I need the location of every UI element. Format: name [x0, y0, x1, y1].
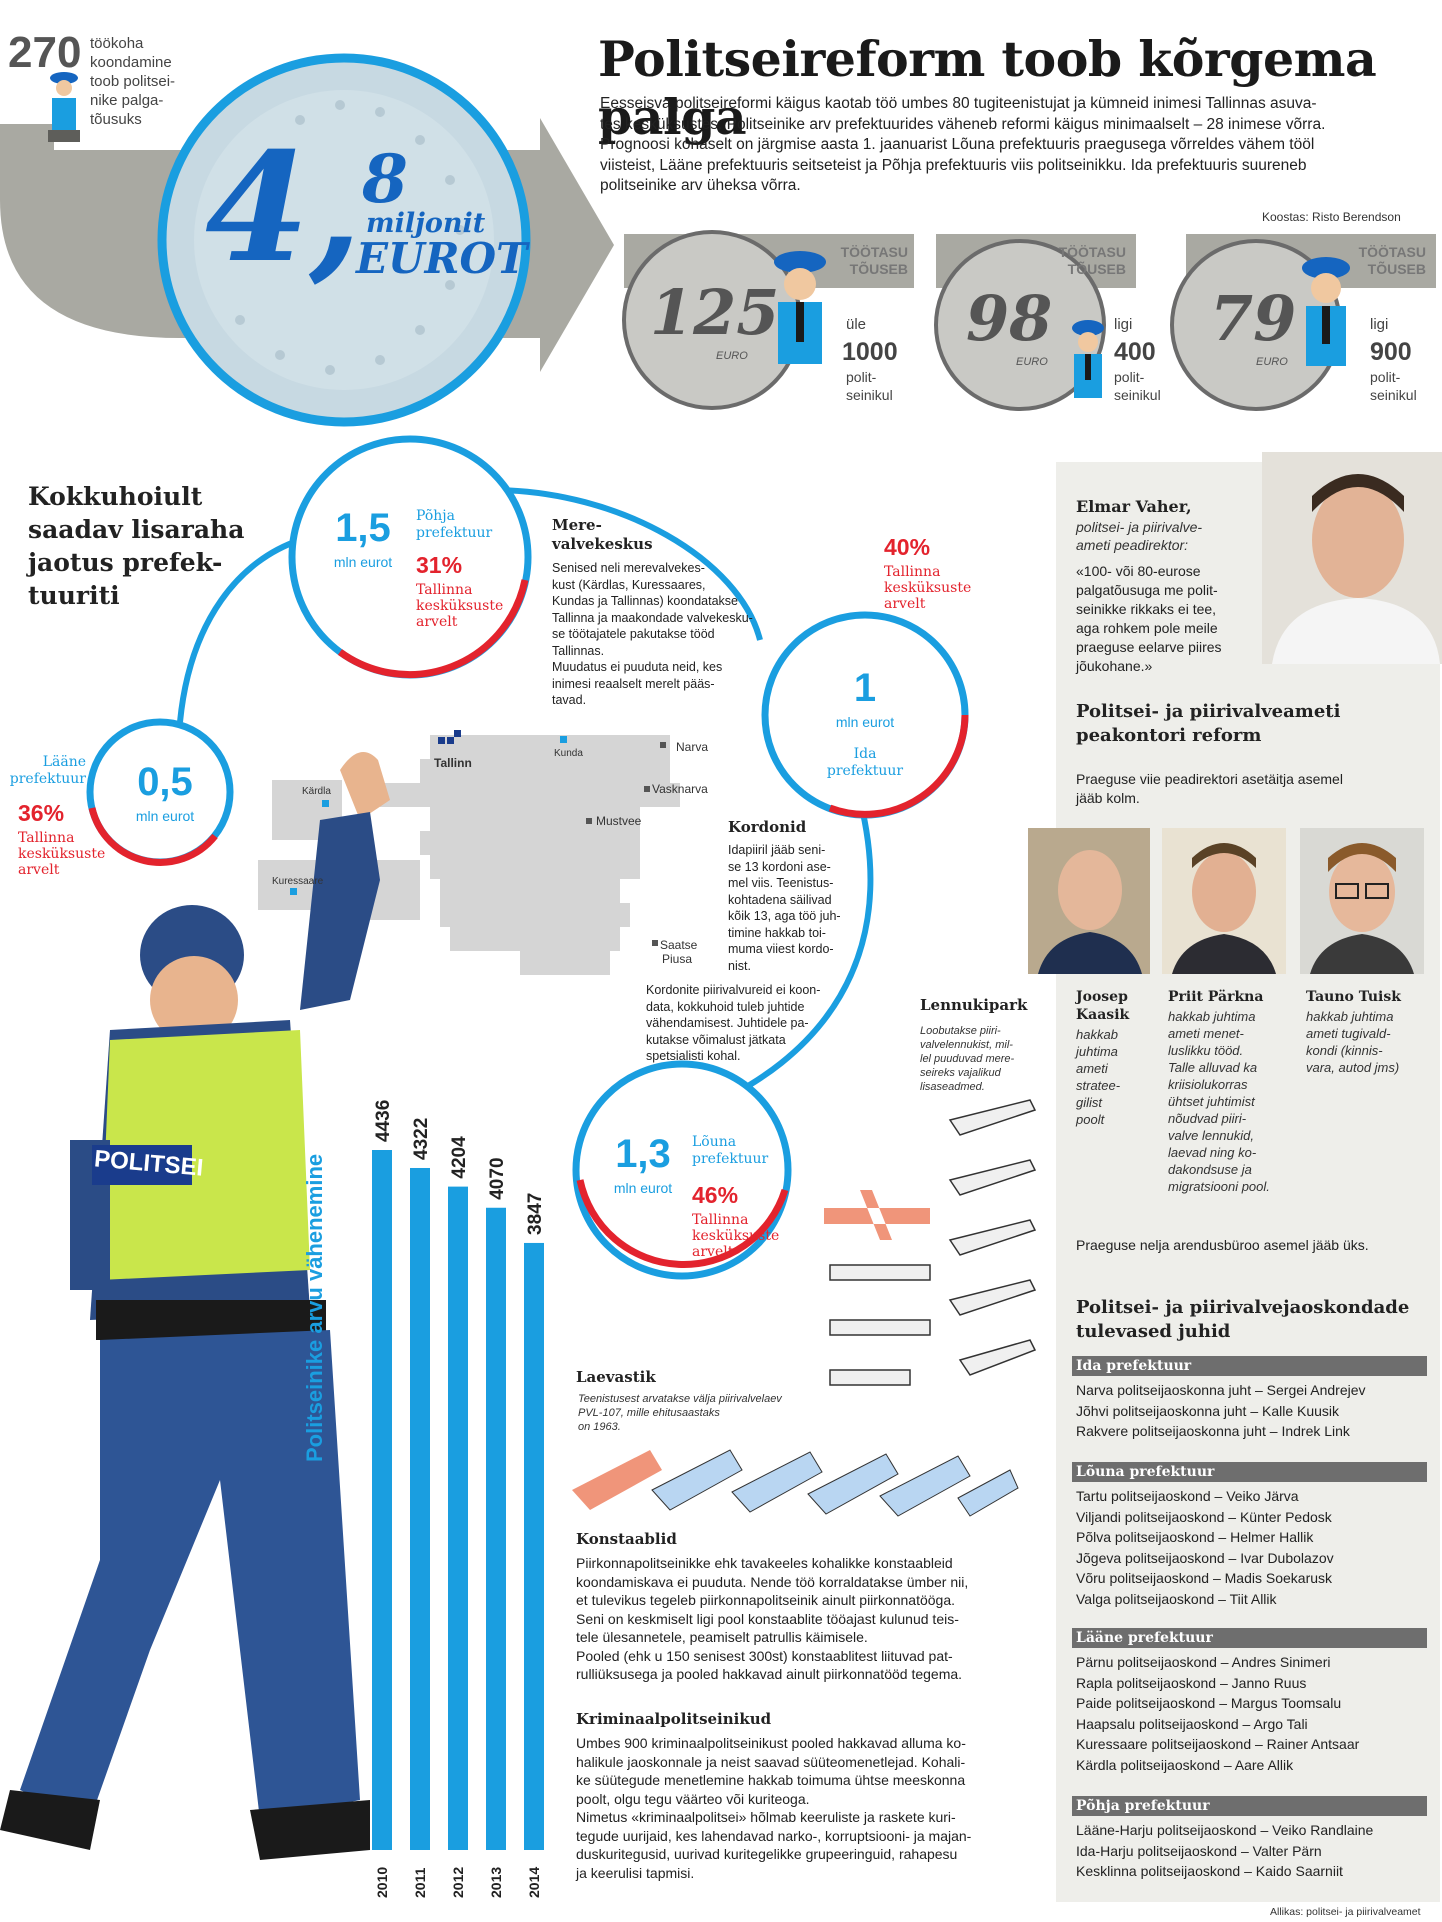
ship-icons	[572, 1450, 1018, 1516]
deputy-role-3: hakkab juhtima ameti tugivald- kondi (kinnis- vara, autod jms)	[1306, 1009, 1400, 1075]
raise-label: TÖÖTASU TÕUSEB	[1058, 244, 1126, 277]
big-stat-unit-line1: miljonit	[366, 208, 486, 239]
prefecture-header-ida: Ida prefektuur	[1072, 1356, 1427, 1376]
map-town-kuressaare: Kuressaare	[272, 876, 324, 887]
percent-note: Tallinna kesküksuste arvelt	[884, 564, 972, 612]
leader-row: Rakvere politseijaoskonna juht – Indrek Link	[1076, 1423, 1350, 1439]
cordons-body: Idapiiril jääb seni- se 13 kordoni ase- mel viis. Teenistus- kohtadena säilivad kõik 13, aga töö juh- timine hakkab toi- muma viiest kordo- nist.	[728, 843, 841, 973]
aircraft-body: Loobutakse piiri- valvelennukist, mil- lel puuduvad mere- seireks vajalikud lisaseadmed.	[920, 1025, 1015, 1093]
deputy-name-1: Joosep Kaasik	[1076, 989, 1130, 1023]
amount-ida: 1	[853, 666, 877, 710]
map-town-piusa: Piusa	[662, 952, 693, 966]
leader-row: Valga politseijaoskond – Tiit Allik	[1076, 1590, 1277, 1607]
bar-year-label: 2012	[450, 1866, 466, 1898]
percent-pohja: 31%	[416, 552, 463, 578]
leader-row: Pärnu politseijaoskond – Andres Sinimeri	[1076, 1654, 1331, 1670]
officers-qualifier: üle	[846, 316, 867, 333]
leader-row: Tartu politseijaoskond – Veiko Järva	[1076, 1488, 1299, 1504]
director-role: politsei- ja piirivalve- ameti peadirektor:	[1076, 519, 1203, 553]
cordons-note: Kordonite piirivalvureid ei koon- data, kokkuhoid tuleb juhtide vähendamisest. Juhtidele pa- kutakse võimalust jätkata spetsialisti kohal.	[646, 983, 821, 1063]
bar-value-label: 3847	[525, 1192, 546, 1235]
prefecture-name: Põhja prefektuur	[416, 508, 493, 541]
bar-chart	[360, 1040, 560, 1910]
deputy-portrait-1	[1028, 828, 1150, 974]
raise-unit: EURO	[716, 350, 748, 362]
bar-2013	[486, 1208, 506, 1850]
cordons-title: Kordonid	[728, 818, 807, 836]
constables-body: Piirkonnapolitseinikke ehk tavakeeles kohalikke konstaableid koondamiskava ei puuduta. Nende töö korraldatakse ümber nii, et tulevikus tegeleb piirkonnapolitseinik ainult piirkonnatööga. Seni on keskmiselt ligi pool konstaablite tööajast kulunud teis- tele ülesannetele, peamiselt patrullis käimisele. Pooled (ehk u 150 senisest 300st) konstaablitest liituvad pat- rulliüksusega ja pooled hakkavad ainult piirkonnatööd tegema.	[576, 1555, 969, 1682]
criminal-police-body: Umbes 900 kriminaalpolitseinikust pooled hakkavad alluma ko- halikule jaoskonnale ja neist saavad süüteomenetlejad. Kohali- ke süütegude menetlemine hakkab toimuma ühtse meeskonna poolt, olgu tegu väärteo või kuriteoga. Nimetus «kriminaalpolitsei» hõlmab keeruliste ja raskete kuri- tegude uurijaid, kes lahendavad narko-, korruptsiooni- ja majan- duskuritegusid, uurivad kuritegelikke grupeeringuid, rahapesu ja keerulisi tapmisi.	[576, 1735, 972, 1881]
bar-value-label: 4322	[411, 1117, 432, 1160]
aircraft-title: Lennukipark	[920, 996, 1028, 1014]
bar-year-label: 2014	[526, 1866, 542, 1898]
big-stat-unit-line2: EUROT	[356, 234, 528, 283]
source-note: Allikas: politsei- ja piirivalveamet	[1270, 1906, 1421, 1918]
leader-row: Viljandi politseijaoskond – Künter Pedosk	[1076, 1508, 1332, 1525]
map-town-vasknarva: Vasknarva	[652, 782, 708, 796]
intro-paragraph: Eesseisva politseireformi käigus kaotab töö umbes 80 tugiteenistujat ja kümneid inimesi Tallinnas asuva- tes kesküksustes. Politseinike arv prefektuurides väheneb reformi käigus minimaalselt – 28 inimese võrra. Prognoosi kohaselt on järgmise aasta 1. jaanuarist Lõuna prefektuuris praegusega võrreldes vähem tööl viisteist, Lääne prefektuuris seitseteist ja Põhja prefektuuris viis politseinikku. Ida prefektuuris suureneb politseinike arv üheksa võrra.	[600, 95, 1326, 194]
ships-title: Laevastik	[576, 1368, 656, 1386]
percent-note: Tallinna kesküksuste arvelt	[692, 1212, 780, 1260]
author-credit: Koostas: Risto Berendson	[1262, 210, 1401, 224]
director-name: Elmar Vaher,	[1076, 497, 1192, 516]
officers-count: 1000	[842, 338, 898, 366]
vest-badge-text: POLITSEI	[93, 1145, 205, 1182]
chart-ylabel: Politseinike arvu vähenemine	[302, 1153, 327, 1462]
top-count-text: töökoha koondamine toob politsei- nike palga- tõusuks	[90, 35, 176, 128]
bar-value-label: 4204	[449, 1136, 470, 1179]
percent-note: Tallinna kesküksuste arvelt	[18, 830, 106, 878]
officers-count: 400	[1114, 338, 1156, 366]
leader-row: Narva politseijaoskonna juht – Sergei Andrejev	[1076, 1382, 1366, 1398]
criminal-police-title: Kriminaalpolitseinikud	[576, 1710, 772, 1728]
amount-louna: 1,3	[615, 1132, 671, 1176]
leader-row: Võru politseijaoskond – Madis Soekarusk	[1076, 1570, 1333, 1586]
reform-text: Praeguse viie peadirektori asetäitja asemel jääb kolm.	[1076, 771, 1343, 806]
percent-laane: 36%	[18, 800, 65, 826]
prefecture-name: Lõuna prefektuur	[692, 1134, 769, 1167]
officers-qualifier: ligi	[1114, 316, 1133, 333]
deputy-portrait-2	[1162, 828, 1286, 974]
officers-qualifier: ligi	[1370, 316, 1389, 333]
bar-2014	[524, 1243, 544, 1850]
policeman-figure	[0, 752, 390, 1860]
map-town-kardla: Kärdla	[302, 786, 331, 797]
reform-heading: Politsei- ja piirivalveameti peakontori reform	[1076, 701, 1341, 746]
distribution-title: Kokkuhoiult saadav lisaraha jaotus prefek- tuuriti	[28, 482, 245, 610]
leader-row: Kesklinna politseijaoskond – Kaido Saarniit	[1076, 1863, 1343, 1879]
map-town-mustvee: Mustvee	[596, 814, 642, 828]
deputy-role-2: hakkab juhtima ameti menet- luslikku tööd. Talle alluvad ka kriisiolukorras ühtset juhtimist nõudvad piiri- valve lennukid, laevad ning ko- dakondsuse ja migratsiooni pool.	[1168, 1009, 1270, 1194]
raise-value: 79	[1210, 282, 1297, 355]
officers-label: polit- seinikul	[846, 369, 893, 403]
bureau-text: Praeguse nelja arendusbüroo asemel jääb üks.	[1076, 1237, 1369, 1253]
leader-row: Ida-Harju politseijaoskond – Valter Pärn	[1076, 1842, 1322, 1859]
officers-count: 900	[1370, 338, 1412, 366]
prefecture-header-laane: Lääne prefektuur	[1072, 1628, 1427, 1648]
prefecture-header-louna: Lõuna prefektuur	[1072, 1462, 1427, 1482]
raise-unit: EURO	[1016, 356, 1048, 368]
constables-title: Konstaablid	[576, 1530, 677, 1548]
amount-laane: 0,5	[137, 760, 193, 804]
leader-row: Põlva politseijaoskond – Helmer Hallik	[1076, 1529, 1314, 1545]
leaders-heading: Politsei- ja piirivalvejaoskondade tulevased juhid	[1076, 1297, 1410, 1342]
leader-list-ida	[1076, 1380, 1366, 1442]
deputy-portrait-3	[1300, 828, 1424, 974]
prefecture-name: Lääne prefektuur	[9, 754, 86, 787]
amount-pohja: 1,5	[335, 506, 391, 550]
officers-label: polit- seinikul	[1370, 369, 1417, 403]
deputy-role-1: hakkab juhtima ameti strateе- gilist poolt	[1076, 1027, 1121, 1127]
leader-list-laane	[1076, 1652, 1359, 1775]
leader-row: Paide politseijaoskond – Margus Toomsalu	[1076, 1695, 1342, 1711]
aircraft-icons	[830, 1100, 1035, 1385]
director-portrait	[1262, 452, 1442, 664]
leader-list-pohja	[1076, 1820, 1373, 1882]
ships-body: Teenistusest arvatakse välja piirivalvelaev PVL-107, mille ehitusaastaks on 1963.	[578, 1393, 782, 1433]
raise-label: TÖÖTASU TÕUSEB	[840, 244, 908, 277]
leader-row: Lääne-Harju politseijaoskond – Veiko Randlaine	[1076, 1822, 1374, 1838]
director-quote: «100- või 80-eurose palgatõusuga me polit- seinikke rikkaks ei tee, aga rohkem pole meile praeguse eelarve piires jõukohane.»	[1076, 563, 1222, 674]
deputy-name-2: Priit Pärkna	[1168, 989, 1264, 1005]
bar-2012	[448, 1187, 468, 1850]
director-photo	[1262, 452, 1442, 664]
bar-year-label: 2010	[374, 1866, 390, 1898]
officers-label: polit- seinikul	[1114, 369, 1161, 403]
bar-value-label: 4436	[373, 1099, 394, 1142]
raise-value: 98	[966, 282, 1053, 355]
map-town-saatse: Saatse	[660, 938, 698, 952]
amount-unit: mln eurot	[135, 808, 195, 824]
amount-unit: mln eurot	[835, 714, 895, 730]
prefecture-name: Ida prefektuur	[826, 746, 904, 779]
leader-row: Jõgeva politseijaoskond – Ivar Dubolazov	[1076, 1549, 1334, 1566]
big-stat-value-int: 4,	[205, 120, 362, 296]
amount-unit: mln eurot	[333, 554, 393, 570]
leader-row: Jõhvi politseijaoskonna juht – Kalle Kuusik	[1076, 1402, 1340, 1419]
bar-year-label: 2011	[412, 1867, 428, 1898]
deputy-name-3: Tauno Tuisk	[1306, 989, 1401, 1005]
top-count: 270	[8, 28, 82, 77]
headline: Politseireform toob kõrgema palga	[598, 30, 1377, 146]
sea-center-body: Senised neli merevalvekes- kust (Kärdlas, Kuressaares, Kundas ja Tallinnas) koondatakse Tallinna ja maakondade valvekesku- se töötajatele pakutakse tööd Tallinnas. Muudatus ei puuduta neid, kes inimesi reaalselt merelt pääs- tavad.	[552, 561, 753, 707]
raise-label: TÖÖTASU TÕUSEB	[1358, 244, 1426, 277]
percent-ida: 40%	[884, 534, 931, 560]
big-stat-value-dec: 8	[362, 140, 408, 218]
raise-unit: EURO	[1256, 356, 1288, 368]
bar-value-label: 4070	[487, 1157, 508, 1200]
officer-figure-small	[48, 72, 80, 142]
sea-center-title: Mere- valvekeskus	[552, 516, 653, 553]
bar-year-label: 2013	[488, 1866, 504, 1898]
leader-row: Kärdla politseijaoskond – Aare Allik	[1076, 1756, 1294, 1773]
percent-note: Tallinna kesküksuste arvelt	[416, 582, 504, 630]
map-town-kunda: Kunda	[554, 748, 583, 759]
bar-2010	[372, 1150, 392, 1850]
officer-figure-2	[1072, 320, 1104, 398]
leader-row: Haapsalu politseijaoskond – Argo Tali	[1076, 1715, 1308, 1732]
map-town-tallinn: Tallinn	[434, 756, 472, 770]
prefecture-header-pohja: Põhja prefektuur	[1072, 1796, 1427, 1816]
map-town-narva: Narva	[676, 740, 709, 754]
bar-2011	[410, 1168, 430, 1850]
amount-unit: mln eurot	[613, 1180, 673, 1196]
leader-list-louna	[1076, 1486, 1334, 1609]
leader-row: Rapla politseijaoskond – Janno Ruus	[1076, 1674, 1307, 1691]
leader-row: Kuressaare politseijaoskond – Rainer Antsaar	[1076, 1736, 1360, 1752]
percent-louna: 46%	[692, 1182, 739, 1208]
raise-value: 125	[650, 276, 780, 349]
